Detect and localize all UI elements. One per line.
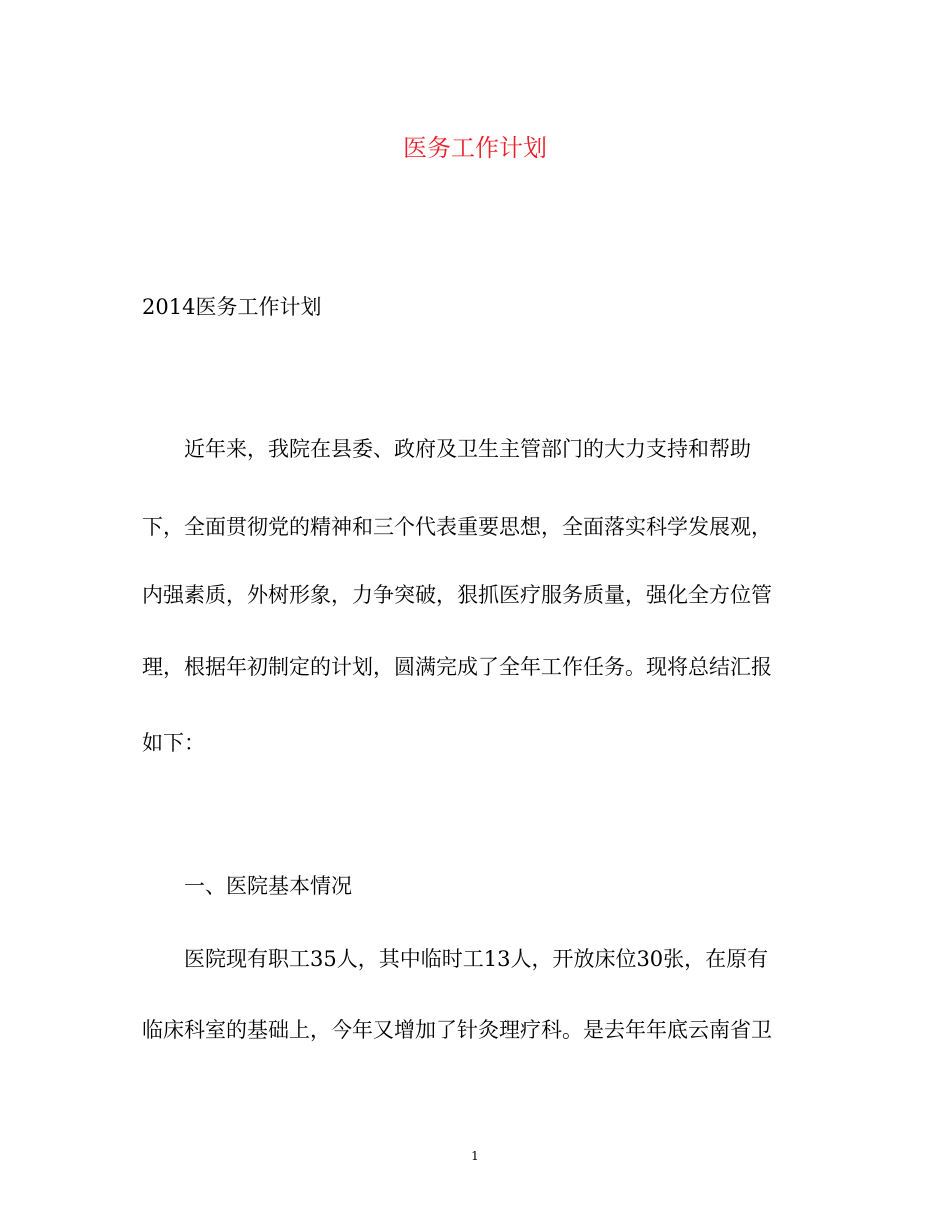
- section-heading: 一、医院基本情况: [184, 874, 352, 898]
- section-line-1: 医院现有职工35人，其中临时工13人，开放床位30张，在原有: [184, 947, 769, 971]
- intro-line-3: 内强素质，外树形象，力争突破，狠抓医疗服务质量，强化全方位管: [142, 583, 772, 607]
- intro-line-5: 如下：: [142, 731, 205, 755]
- document-title: 医务工作计划: [403, 134, 547, 162]
- section-line-2: 临床科室的基础上，今年又增加了针灸理疗科。是去年年底云南省卫: [142, 1018, 772, 1042]
- intro-line-4: 理，根据年初制定的计划，圆满完成了全年工作任务。现将总结汇报: [142, 655, 772, 679]
- document-subtitle: 2014医务工作计划: [142, 295, 322, 319]
- intro-line-2: 下，全面贯彻党的精神和三个代表重要思想，全面落实科学发展观，: [142, 515, 772, 539]
- page-number: 1: [471, 1149, 479, 1163]
- intro-line-1: 近年来，我院在县委、政府及卫生主管部门的大力支持和帮助: [184, 437, 751, 461]
